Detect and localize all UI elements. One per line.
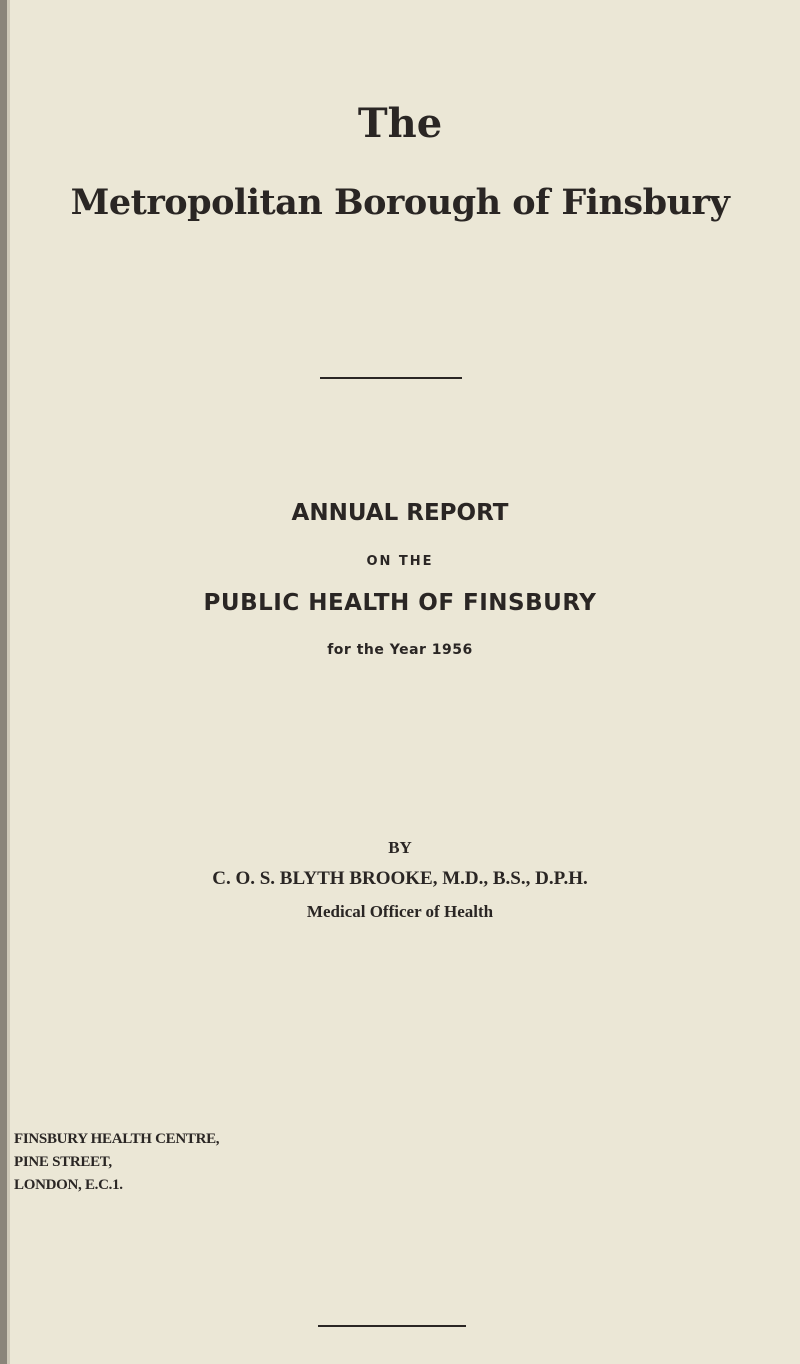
report-on-the: ON THE bbox=[366, 554, 434, 569]
author-by: BY bbox=[388, 838, 412, 857]
report-year: for the Year 1956 bbox=[327, 642, 473, 658]
address-line: LONDON, E.C.1. bbox=[14, 1177, 123, 1193]
title-the: The bbox=[357, 100, 443, 147]
title-borough: Metropolitan Borough of Finsbury bbox=[70, 182, 730, 223]
author-name: C. O. S. BLYTH BROOKE, M.D., B.S., D.P.H. bbox=[212, 868, 588, 889]
report-subject: PUBLIC HEALTH OF FINSBURY bbox=[203, 590, 597, 616]
address-line: FINSBURY HEALTH CENTRE, bbox=[14, 1131, 220, 1147]
author-role: Medical Officer of Health bbox=[306, 902, 494, 921]
report-heading: ANNUAL REPORT bbox=[291, 500, 509, 526]
bottom-divider bbox=[318, 1325, 466, 1327]
title-divider bbox=[320, 377, 462, 379]
address-line: PINE STREET, bbox=[14, 1154, 112, 1170]
address-block bbox=[14, 1128, 219, 1197]
